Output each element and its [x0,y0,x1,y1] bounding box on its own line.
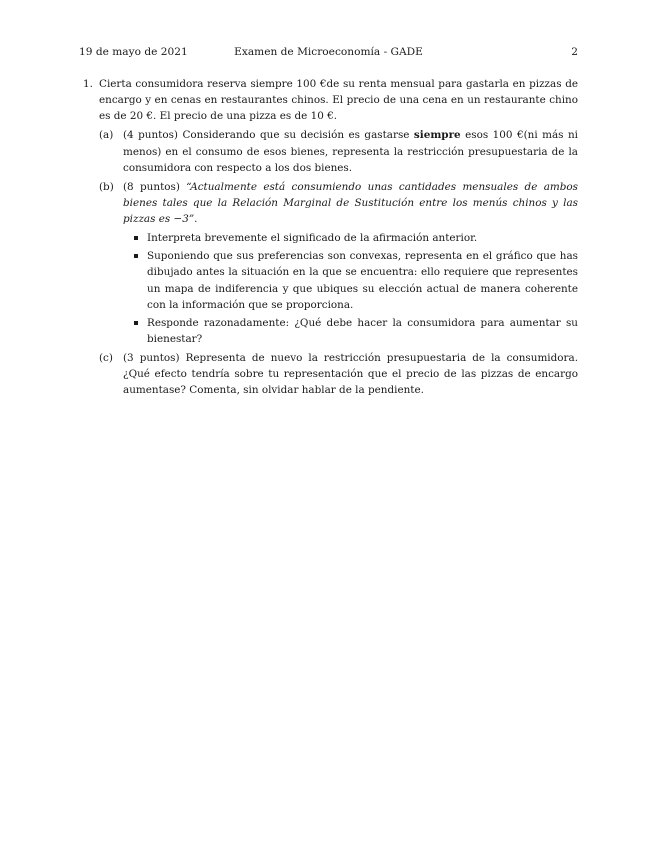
part-c [99,350,578,398]
part-a [99,127,578,175]
part-b-quote: “Actualmente está consumiendo unas cantidades mensuales de ambos bienes tales que la Relación Marginal de Sustitución entre los menús chinos y las pizzas es −3” [123,180,578,225]
part-c-text: (3 puntos) Representa de nuevo la restricción presupuestaria de la consumidora. ¿Qué efecto tendría sobre tu representación que el precio de las pizzas de encargo aumentase? Comenta, sin olvidar hablar de la pendiente. [123,352,578,397]
part-b [99,179,578,347]
part-a-label: (a) [99,129,114,142]
bullet-item [147,315,578,347]
question-parts [99,127,578,398]
header-title: Examen de Microeconomía - GADE [234,46,423,58]
header-date: 19 de mayo de 2021 [79,46,188,58]
part-b-text-2: . [194,213,198,225]
question-1 [79,76,578,398]
bullet-text: Suponiendo que sus preferencias son convexas, representa en el gráfico que has dibujado antes la situación en la que se encuentra: ello requiere que representes un mapa de indiferencia y que ubiques su elección actual de manera coherente con la información que se proporciona. [147,250,578,311]
part-a-bold: siempre [413,129,461,142]
bullet-icon [134,254,138,258]
page-header [79,44,578,60]
page-number: 2 [571,46,578,58]
exam-body [79,76,578,398]
question-statement: Cierta consumidora reserva siempre 100 €de su renta mensual para gastarla en pizzas de encargo y en cenas en restaurantes chinos. El precio de una cena en un restaurante chino es de 20 €. El precio de una pizza es de 10 €. [99,78,578,123]
bullet-text: Interpreta brevemente el significado de la afirmación anterior. [147,232,478,245]
part-c-label: (c) [99,352,113,364]
part-a-text-1: (4 puntos) Considerando que su decisión es gastarse [123,129,410,142]
bullet-item [147,230,578,246]
part-b-text-1: (8 puntos) [123,180,180,193]
bullet-icon [134,321,138,325]
bullet-item [147,248,578,313]
bullet-text: Responde razonadamente: ¿Qué debe hacer la consumidora para aumentar su bienestar? [147,316,578,345]
bullet-icon [134,236,138,240]
part-b-label: (b) [99,180,114,193]
question-number: 1. [83,78,93,90]
part-a-text-2: esos 100 €(ni más ni menos) en el consumo de esos bienes, representa la restricción presupuestaria de la consumidora con respecto a los dos bienes. [123,129,578,174]
part-b-bullet-list [123,230,578,347]
